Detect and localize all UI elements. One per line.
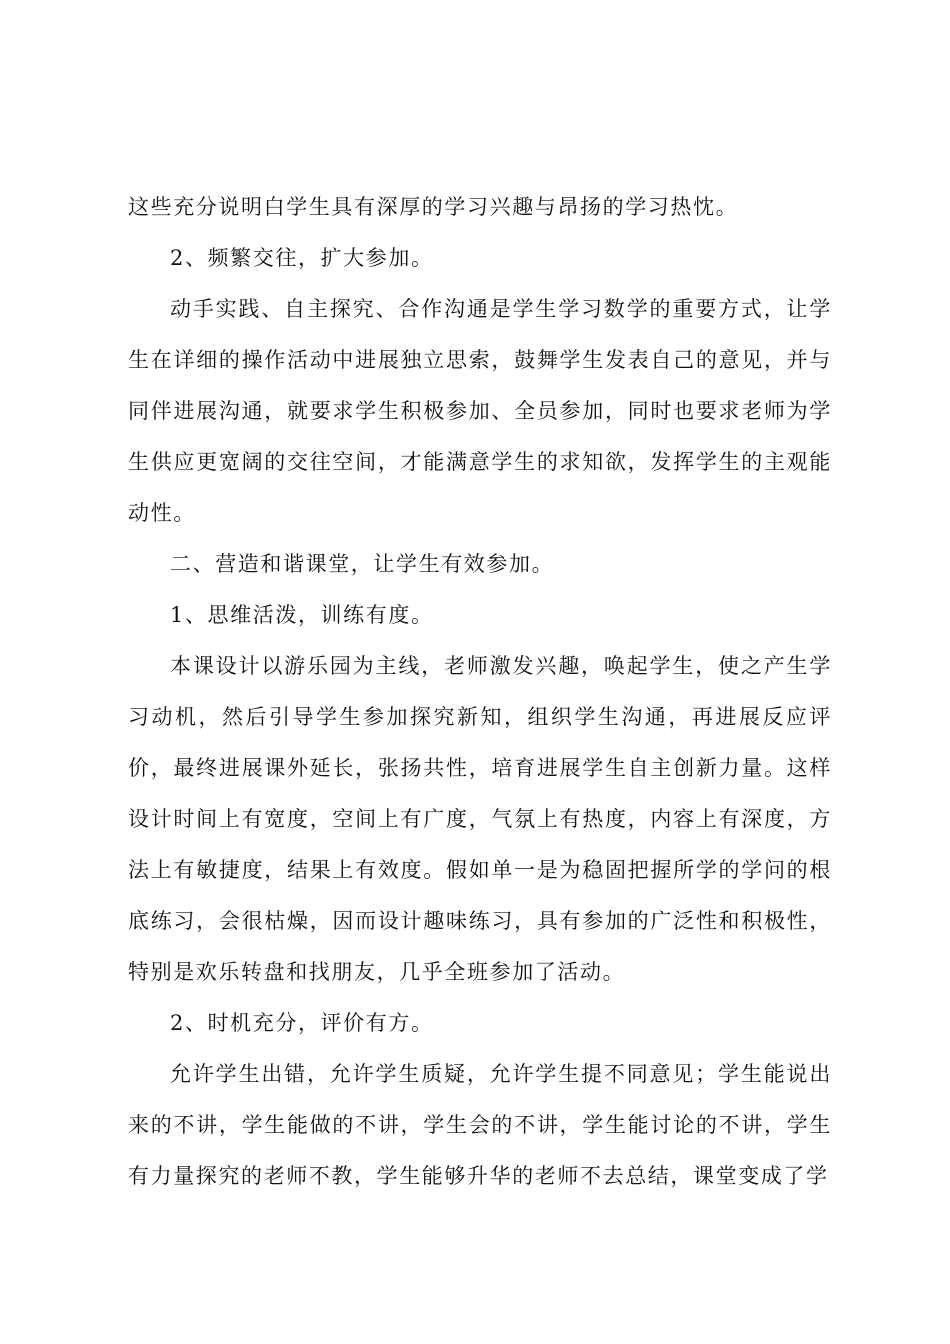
paragraph-1: 这些充分说明白学生具有深厚的学习兴趣与昂扬的学习热忱。: [128, 195, 739, 219]
document-body: [128, 182, 832, 1202]
paragraph-3: 动手实践、自主探究、合作沟通是学生学习数学的重要方式，让学生在详细的操作活动中进展独立思索，鼓舞学生发表自己的意见，并与同伴进展沟通，就要求学生积极参加、全员参加，同时也要求老师为学生供应更宽阔的交往空间，才能满意学生的求知欲，发挥学生的主观能动性。: [128, 297, 832, 525]
paragraph-2-heading: 2、频繁交往，扩大参加。: [170, 246, 434, 270]
paragraph-5-heading: 1、思维活泼，训练有度。: [170, 603, 434, 627]
paragraph-4-heading: 二、营造和谐课堂，让学生有效参加。: [170, 552, 555, 576]
paragraph-6: 本课设计以游乐园为主线，老师激发兴趣，唤起学生，使之产生学习动机，然后引导学生参加探究新知，组织学生沟通，再进展反应评价，最终进展课外延长，张扬共性，培育进展学生自主创新力量。这样设计时间上有宽度，空间上有广度，气氛上有热度，内容上有深度，方法上有敏捷度，结果上有效度。假如单一是为稳固把握所学的学问的根底练习，会很枯燥，因而设计趣味练习，具有参加的广泛性和积极性，特别是欢乐转盘和找朋友，几乎全班参加了活动。: [128, 654, 832, 984]
paragraph-7-heading: 2、时机充分，评价有方。: [170, 1011, 434, 1035]
paragraph-8: 允许学生出错，允许学生质疑，允许学生提不同意见；学生能说出来的不讲，学生能做的不讲，学生会的不讲，学生能讨论的不讲，学生有力量探究的老师不教，学生能够升华的老师不去总结，课堂变成了学: [128, 1062, 832, 1188]
